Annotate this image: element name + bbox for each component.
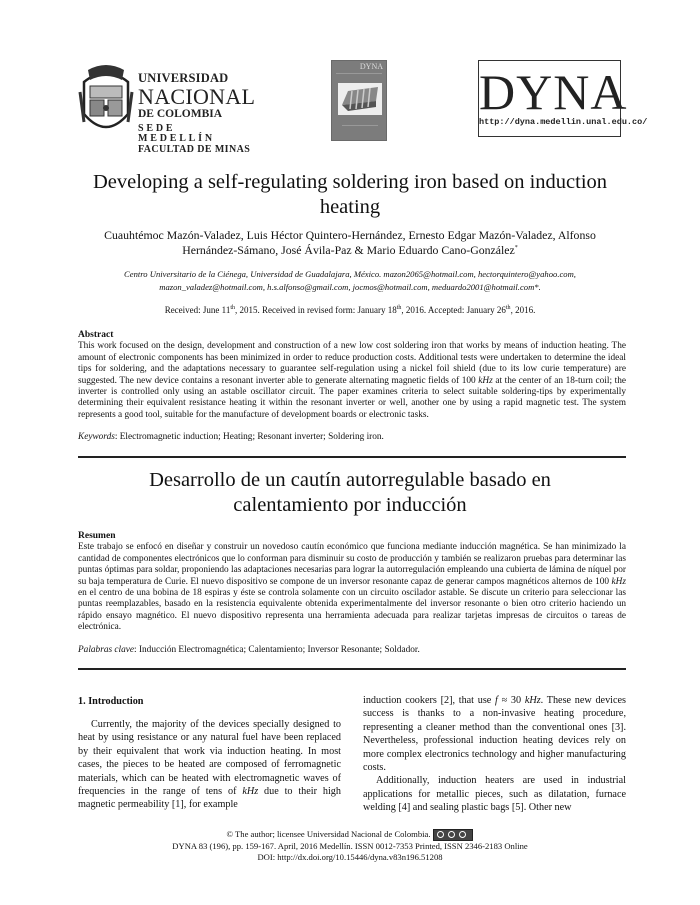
unit-khz: kHz bbox=[524, 695, 541, 706]
university-faculty: FACULTAD DE MINAS bbox=[138, 144, 251, 155]
doi-line[interactable]: DOI: http://dx.doi.org/10.15446/dyna.v83n196.51208 bbox=[257, 852, 443, 863]
paragraph-text: due to their high magnetic permeability [1], for example bbox=[78, 786, 341, 811]
page-footer bbox=[100, 829, 600, 863]
resumen-heading: Resumen bbox=[78, 531, 116, 541]
abstract-text bbox=[78, 341, 626, 421]
abstract-heading: Abstract bbox=[78, 330, 114, 340]
license-text: © The author; licensee Universidad Nacional de Colombia. bbox=[226, 829, 431, 839]
received-dates bbox=[90, 305, 610, 315]
resumen-text-part: Este trabajo se enfocó en diseñar y construir un novedoso cautín económico que funciona mediante inducción magnética. Se han minimizado la cantidad de componentes electrónicos que lo conforman para disminuir su costo de producción y también se realizaron pruebas para determinar las puntas óptimas para soldar, proponiendo las adaptaciones necesarias para lograr la autorregulación empleando una cubierta de lámina de níquel por su baja temperatura de Curie. El nuevo dispositivo se compone de un inversor resonante capaz de generar campos magnéticos alternos de 100 bbox=[78, 542, 626, 587]
unit-khz: kHz bbox=[611, 576, 626, 587]
section-divider bbox=[78, 456, 626, 458]
university-name-line2: NACIONAL bbox=[138, 83, 256, 109]
journal-url[interactable]: http://dyna.medellin.unal.edu.co/ bbox=[479, 117, 648, 127]
paragraph-text: induction cookers [2], that use bbox=[363, 695, 496, 706]
resumen-text bbox=[78, 542, 626, 633]
right-column bbox=[363, 694, 626, 815]
license-line bbox=[100, 829, 600, 841]
authors-list: Cuauhtémoc Mazón-Valadez, Luis Héctor Quintero-Hernández, Ernesto Edgar Mazón-Valadez, Alfonso Hernández-Sámano, José Ávila-Paz & Mario Eduardo Cano-González bbox=[104, 228, 596, 257]
citation-line: DYNA 83 (196), pp. 159-167. April, 2016 Medellín. ISSN 0012-7353 Printed, ISSN 2346-2183 Online bbox=[172, 841, 528, 852]
cover-image-icon bbox=[338, 83, 382, 115]
unit-khz: kHz bbox=[478, 375, 493, 386]
university-name-line3: DE COLOMBIA bbox=[138, 107, 223, 120]
paragraph-text: Currently, the majority of the devices specially designed to heat by using resistance or any natural fuel have been replaced by their equivalent that work via induction heating. In most cases, the pieces to be heated are composed of ferromagnetic materials, which can be heated with electromagnetic waves of frequencies in the range of tens of bbox=[78, 719, 341, 798]
spanish-title: Desarrollo de un cautín autorregulable basado en calentamiento por inducción bbox=[149, 469, 551, 516]
university-crest-icon bbox=[78, 62, 134, 142]
unit-khz: kHz bbox=[242, 786, 259, 798]
article-authors bbox=[90, 228, 610, 258]
palabras-clave bbox=[78, 645, 626, 655]
abstract-text-part: This work focused on the design, development and construction of a new low cost soldering iron that works by means of induction heating. The amount of electronic components has been minimized in order to reduce production costs. Additional tests were undertaken to determine the ideal tips for soldering, and the adaptations necessary to guarantee self-regulation using a nickel foil shield (due to its low curie temperature) are suggested. The new device contains a resonant inverter able to generate alternating magnetic fields of 100 bbox=[78, 341, 626, 386]
abstract-section bbox=[78, 330, 626, 421]
university-name-line1: UNIVERSIDAD bbox=[138, 71, 229, 85]
article-title: Developing a self-regulating soldering iron based on induction heating bbox=[92, 171, 608, 218]
journal-logo bbox=[478, 60, 648, 137]
corresponding-author-mark: * bbox=[514, 245, 518, 252]
intro-paragraph bbox=[363, 694, 626, 774]
paragraph-text: . These new devices success is thanks to a non-invasive heating procedure, representing a cleaner method than the conventional ones [3]. Nevertheless, professional induction heating devices rely on more complex electronics technology and higher manufacturing costs. bbox=[363, 695, 627, 774]
ordinal-suffix: th bbox=[505, 305, 511, 311]
author-affiliation: Centro Universitario de la Ciénega, Universidad de Guadalajara, México. mazon2065@hotmail.com, hectorquintero@yahoo.com, mazon_valadez@hotmail.com, h.s.alfonso@gmail.com, jocmos@hotmail.com, meduardo2001@hotmail.com*. bbox=[124, 269, 576, 292]
keywords-label: Keywords bbox=[78, 432, 115, 442]
introduction-heading: 1. Introduction bbox=[78, 696, 144, 707]
intro-paragraph bbox=[78, 718, 341, 812]
accepted-label: , 2016. Accepted: January 26 bbox=[401, 305, 506, 315]
received-label: Received: June 11 bbox=[164, 305, 231, 315]
cover-divider bbox=[336, 73, 382, 74]
intro-paragraph: Additionally, induction heaters are used in industrial applications for metallic pieces, such as dilatation, furnace welding [4] and sealing plastic bags [5]. Other new bbox=[363, 775, 626, 814]
resumen-text-part: en el centro de una bobina de 18 espiras y éste se controla solamente con un circuito oscilador astable. Se discute un criterio para seleccionar las puntas reemplazables, basado en la resistencia equivalente obtenida experimentalmente del inversor resonante o bien otro criterio haciendo un rápido ensayo magnético. El nuevo dispositivo representa una herramienta adecuada para realizar tarjetas impresas de circuitos o tareas de electrónica. bbox=[78, 588, 626, 633]
accepted-year: , 2016. bbox=[510, 305, 536, 315]
ordinal-suffix: th bbox=[230, 305, 236, 311]
cover-footer bbox=[342, 125, 378, 134]
revised-label: , 2015. Received in revised form: January 18 bbox=[235, 305, 397, 315]
palabras-clave-label: Palabras clave bbox=[78, 645, 135, 655]
creative-commons-icon bbox=[433, 829, 473, 841]
keywords bbox=[78, 432, 626, 442]
university-logo bbox=[78, 62, 256, 155]
university-campus: SEDE MEDELLÍN bbox=[138, 123, 215, 144]
paragraph-text: ≈ 30 bbox=[497, 695, 525, 706]
left-column bbox=[78, 718, 341, 812]
keywords-list: : Electromagnetic induction; Heating; Resonant inverter; Soldering iron. bbox=[114, 432, 384, 442]
cover-title: DYNA bbox=[359, 62, 383, 71]
abstract-text-part: at the center of an 18-turn coil; the inverter is controlled only using an astable oscillator circuit. The paper examines criteria to select suitable soldering-tips by experimentally determining their equivalent resistance heating it within the resonant inverter or well, another one by using a rapid magnetic test. The system represents a good tool, suitable for the manufacture of development boards or electronic tasks. bbox=[78, 375, 627, 420]
resumen-section bbox=[78, 531, 626, 634]
frequency-symbol: f bbox=[495, 695, 498, 706]
journal-cover-thumbnail bbox=[331, 60, 387, 141]
section-divider bbox=[78, 668, 626, 670]
journal-name: DYNA bbox=[479, 64, 628, 120]
palabras-clave-list: : Inducción Electromagnética; Calentamiento; Inversor Resonante; Soldador. bbox=[134, 645, 420, 655]
ordinal-suffix: th bbox=[396, 305, 402, 311]
